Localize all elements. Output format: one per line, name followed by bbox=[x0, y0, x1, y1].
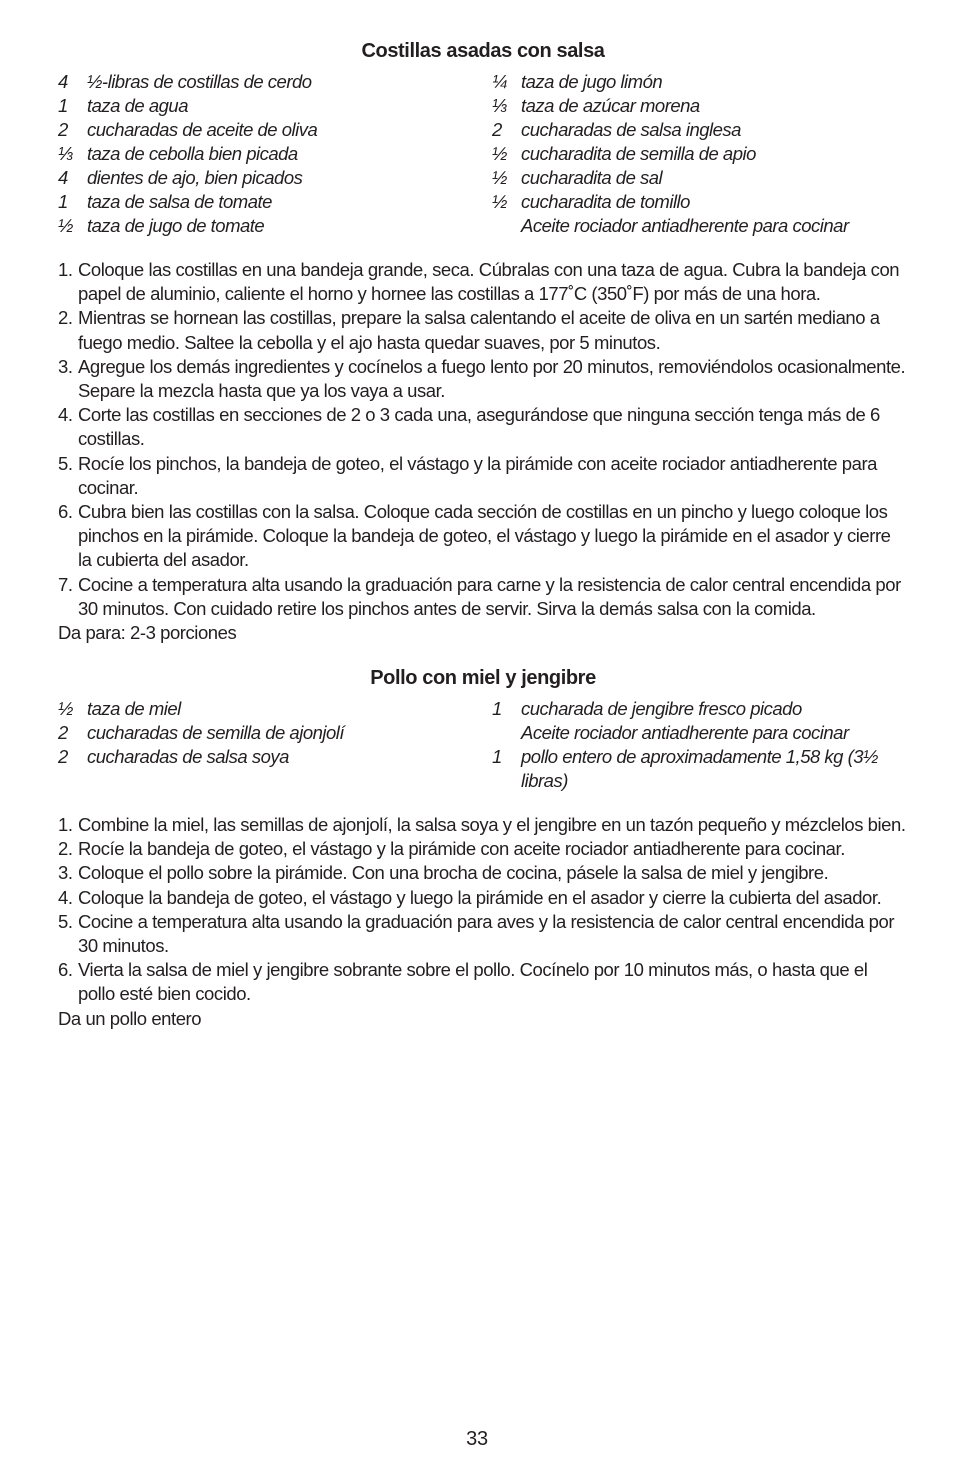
instruction-step bbox=[58, 403, 908, 451]
ingredient-item bbox=[492, 721, 908, 745]
recipe-yield: Da para: 2-3 porciones bbox=[58, 622, 237, 644]
ingredient-text: taza de miel bbox=[87, 698, 181, 720]
instruction-step bbox=[58, 910, 908, 958]
ingredient-text: Aceite rociador antiadherente para cocinar bbox=[521, 722, 849, 744]
recipe-costillas bbox=[58, 38, 908, 645]
ingredient-quantity: 2 bbox=[492, 119, 502, 140]
ingredient-item bbox=[492, 118, 908, 142]
ingredient-quantity: 4 bbox=[58, 167, 68, 188]
step-number: 3. bbox=[58, 862, 73, 884]
ingredient-item bbox=[492, 94, 908, 118]
step-number: 7. bbox=[58, 573, 73, 595]
ingredient-text: taza de jugo limón bbox=[521, 71, 663, 92]
step-number: 3. bbox=[58, 355, 73, 377]
ingredient-quantity: 1 bbox=[492, 746, 502, 768]
instruction-step bbox=[58, 573, 908, 621]
ingredient-quantity: 1 bbox=[58, 95, 68, 116]
step-text: Combine la miel, las semillas de ajonjolí, la salsa soya y el jengibre en un tazón pequeño y mézclelos bien. bbox=[78, 814, 906, 836]
step-text: Cocine a temperatura alta usando la graduación para carne y la resistencia de calor central encendida por 30 minutos. Con cuidado retire los pinchos antes de servir. Sirva la demás salsa con la comida. bbox=[78, 573, 901, 619]
ingredient-quantity: 1 bbox=[58, 191, 68, 212]
ingredient-text: cucharada de jengibre fresco picado bbox=[521, 698, 802, 720]
ingredient-item bbox=[58, 697, 492, 721]
step-text: Vierta la salsa de miel y jengibre sobrante sobre el pollo. Cocínelo por 10 minutos más, o hasta que el pollo esté bien cocido. bbox=[78, 959, 868, 1005]
instruction-step bbox=[58, 452, 908, 500]
step-text: Mientras se hornean las costillas, prepare la salsa calentando el aceite de oliva en un sartén mediano a fuego medio. Saltee la cebolla y el ajo hasta quedar suaves, por 5 minutos. bbox=[78, 307, 880, 353]
ingredient-quantity bbox=[492, 721, 521, 745]
step-number: 2. bbox=[58, 838, 73, 860]
ingredient-text: cucharadas de salsa inglesa bbox=[521, 119, 741, 140]
step-number: 1. bbox=[58, 814, 73, 836]
ingredients-list bbox=[58, 697, 908, 793]
ingredient-text: ½-libras de costillas de cerdo bbox=[87, 71, 312, 92]
step-number: 4. bbox=[58, 886, 73, 908]
ingredients-right-column bbox=[492, 70, 908, 238]
ingredient-text: taza de salsa de tomate bbox=[87, 191, 272, 212]
ingredient-text: taza de agua bbox=[87, 95, 188, 116]
ingredient-quantity: 2 bbox=[58, 746, 68, 768]
instructions-list bbox=[58, 813, 908, 1007]
ingredient-quantity: ½ bbox=[58, 698, 73, 720]
ingredient-quantity: ½ bbox=[58, 215, 73, 236]
ingredient-text: cucharadita de semilla de apio bbox=[521, 143, 756, 164]
ingredient-text: dientes de ajo, bien picados bbox=[87, 167, 303, 188]
recipe-title: Costillas asadas con salsa bbox=[361, 40, 605, 62]
document-page bbox=[58, 38, 908, 1031]
ingredient-text: cucharadita de tomillo bbox=[521, 191, 690, 212]
step-text: Corte las costillas en secciones de 2 o 3 cada una, asegurándose que ninguna sección tenga más de 6 costillas. bbox=[78, 404, 880, 450]
step-text: Rocíe los pinchos, la bandeja de goteo, el vástago y la pirámide con aceite rociador antiadherente para cocinar. bbox=[78, 452, 878, 498]
recipe-pollo bbox=[58, 665, 908, 1031]
step-number: 5. bbox=[58, 452, 73, 474]
ingredient-text: cucharadas de aceite de oliva bbox=[87, 119, 318, 140]
ingredient-item bbox=[492, 745, 908, 793]
ingredient-quantity: ⅓ bbox=[58, 143, 73, 164]
ingredient-quantity: ½ bbox=[492, 143, 507, 164]
ingredient-item bbox=[58, 166, 492, 190]
instruction-step bbox=[58, 861, 908, 885]
ingredient-item bbox=[492, 190, 908, 214]
instruction-step bbox=[58, 886, 908, 910]
step-number: 2. bbox=[58, 307, 73, 329]
instruction-step bbox=[58, 958, 908, 1006]
instruction-step bbox=[58, 837, 908, 861]
ingredients-left-column bbox=[58, 70, 492, 238]
ingredient-item bbox=[58, 721, 492, 745]
ingredient-item bbox=[58, 190, 492, 214]
step-number: 1. bbox=[58, 259, 73, 280]
ingredient-quantity: ½ bbox=[492, 167, 507, 188]
ingredient-text: taza de cebolla bien picada bbox=[87, 143, 298, 164]
step-text: Coloque el pollo sobre la pirámide. Con una brocha de cocina, pásele la salsa de miel y jengibre. bbox=[78, 862, 829, 884]
ingredient-quantity: 4 bbox=[58, 71, 68, 92]
step-number: 6. bbox=[58, 959, 73, 981]
ingredient-item bbox=[492, 70, 908, 94]
instruction-step bbox=[58, 500, 908, 573]
page-number: 33 bbox=[466, 1428, 488, 1450]
ingredient-text: cucharadas de semilla de ajonjolí bbox=[87, 722, 345, 744]
step-text: Coloque la bandeja de goteo, el vástago y luego la pirámide en el asador y cierre la cubierta del asador. bbox=[78, 886, 882, 908]
instruction-step bbox=[58, 258, 908, 306]
ingredient-text: Aceite rociador antiadherente para cocinar bbox=[521, 215, 849, 236]
step-number: 5. bbox=[58, 910, 73, 932]
ingredient-quantity: ⅓ bbox=[492, 95, 507, 116]
step-number: 4. bbox=[58, 404, 73, 426]
ingredient-item bbox=[492, 697, 908, 721]
step-text: Rocíe la bandeja de goteo, el vástago y la pirámide con aceite rociador antiadherente para cocinar. bbox=[78, 838, 845, 860]
ingredient-text: cucharadita de sal bbox=[521, 167, 663, 188]
instruction-step bbox=[58, 355, 908, 403]
instructions-list bbox=[58, 258, 908, 621]
ingredient-quantity bbox=[492, 214, 521, 238]
ingredients-list bbox=[58, 70, 908, 238]
ingredient-quantity: 2 bbox=[58, 722, 68, 744]
step-text: Cubra bien las costillas con la salsa. Coloque cada sección de costillas en un pincho y luego coloque los pinchos en la pirámide. Coloque la bandeja de goteo, el vástago y luego la pirámide en el asador y cierre la cubierta del asador. bbox=[78, 501, 891, 571]
ingredient-item bbox=[58, 70, 492, 94]
ingredient-quantity: 2 bbox=[58, 119, 68, 140]
ingredient-text: cucharadas de salsa soya bbox=[87, 746, 289, 768]
ingredient-quantity: 1 bbox=[492, 698, 502, 720]
ingredient-text: pollo entero de aproximadamente 1,58 kg (3½ libras) bbox=[521, 746, 878, 792]
ingredient-item bbox=[492, 166, 908, 190]
ingredient-item bbox=[58, 142, 492, 166]
ingredient-item bbox=[492, 142, 908, 166]
step-number: 6. bbox=[58, 501, 73, 523]
instruction-step bbox=[58, 813, 908, 837]
ingredients-left-column bbox=[58, 697, 492, 793]
ingredient-item bbox=[492, 214, 908, 238]
step-text: Cocine a temperatura alta usando la graduación para aves y la resistencia de calor central encendida por 30 minutos. bbox=[78, 910, 895, 957]
recipe-yield: Da un pollo entero bbox=[58, 1007, 202, 1029]
ingredients-right-column bbox=[492, 697, 908, 793]
ingredient-text: taza de jugo de tomate bbox=[87, 215, 265, 236]
ingredient-item bbox=[58, 214, 492, 238]
step-text: Agregue los demás ingredientes y cocínelos a fuego lento por 20 minutos, removiéndolos ocasionalmente. Separe la mezcla hasta que ya los vaya a usar. bbox=[78, 355, 906, 402]
ingredient-item bbox=[58, 118, 492, 142]
ingredient-quantity: ½ bbox=[492, 191, 507, 212]
ingredient-item bbox=[58, 94, 492, 118]
ingredient-text: taza de azúcar morena bbox=[521, 95, 700, 116]
instruction-step bbox=[58, 306, 908, 354]
ingredient-quantity: ¼ bbox=[492, 71, 507, 92]
recipe-title: Pollo con miel y jengibre bbox=[370, 667, 596, 690]
step-text: Coloque las costillas en una bandeja grande, seca. Cúbralas con una taza de agua. Cubra la bandeja con papel de aluminio, caliente el horno y hornee las costillas a 177˚C (350˚F) por más de una hora. bbox=[78, 259, 900, 305]
ingredient-item bbox=[58, 745, 492, 769]
